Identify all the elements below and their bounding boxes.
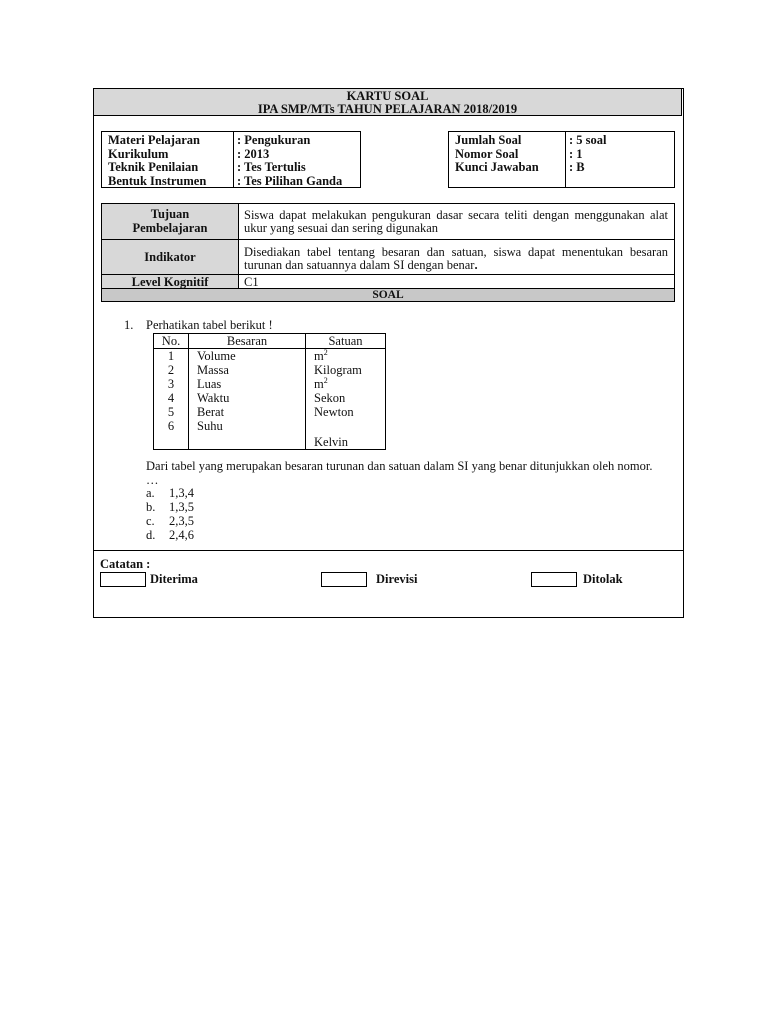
table-cell-satuan bbox=[306, 363, 386, 377]
question-ellipsis: … bbox=[146, 473, 159, 487]
table-row bbox=[154, 391, 386, 405]
table-row bbox=[154, 405, 386, 419]
table-cell-no: 1 bbox=[154, 349, 189, 364]
ditolak-label: Ditolak bbox=[583, 572, 623, 586]
table-cell-besaran: Massa bbox=[189, 363, 306, 377]
level-kognitif-label: Level Kognitif bbox=[102, 275, 238, 289]
grid-divider bbox=[238, 204, 239, 288]
besaran-satuan-table bbox=[153, 333, 386, 450]
indikator-label: Indikator bbox=[102, 240, 238, 274]
tujuan-value: Siswa dapat melakukan pengukuran dasar secara teliti dengan menggunakan alat ukur yang sesuai dan sering digunakan bbox=[244, 208, 668, 235]
table-cell-no: 3 bbox=[154, 377, 189, 391]
table-row bbox=[154, 349, 386, 364]
tujuan-label-line2: Pembelajaran bbox=[132, 221, 208, 235]
indikator-text: Disediakan tabel tentang besaran dan satuan, siswa dapat menentukan besaran turunan dan satuannya dalam SI dengan benar bbox=[244, 245, 668, 272]
table-cell-satuan bbox=[306, 377, 386, 391]
option-text: 1,3,4 bbox=[169, 486, 194, 500]
info-left-divider bbox=[233, 132, 234, 187]
option-letter: c. bbox=[146, 514, 155, 528]
satuan-text: Kilogram bbox=[314, 363, 362, 377]
table-row bbox=[154, 363, 386, 377]
jumlah-soal-label: Jumlah Soal bbox=[455, 133, 522, 147]
table-header-no: No. bbox=[154, 334, 189, 349]
table-cell-satuan bbox=[306, 391, 386, 405]
option-d bbox=[146, 528, 194, 542]
kurikulum-value: : 2013 bbox=[237, 147, 270, 161]
bentuk-label: Bentuk Instrumen bbox=[108, 174, 207, 188]
option-b bbox=[146, 500, 194, 514]
option-a bbox=[146, 486, 194, 500]
soal-heading: SOAL bbox=[102, 289, 674, 301]
table-cell-besaran bbox=[189, 433, 306, 450]
kunci-jawaban-value: : B bbox=[569, 160, 585, 174]
table-cell-besaran: Waktu bbox=[189, 391, 306, 405]
info-right-divider bbox=[565, 132, 566, 187]
info-right-box bbox=[448, 131, 675, 188]
tujuan-label-line1: Tujuan bbox=[150, 207, 190, 221]
kunci-jawaban-label: Kunci Jawaban bbox=[455, 160, 539, 174]
question-stem: Dari tabel yang merupakan besaran turunan dan satuan dalam SI yang benar ditunjukkan oleh nomor. bbox=[146, 459, 653, 473]
option-text: 1,3,5 bbox=[169, 500, 194, 514]
card-subtitle: IPA SMP/MTs TAHUN PELAJARAN 2018/2019 bbox=[257, 102, 518, 116]
materi-label: Materi Pelajaran bbox=[108, 133, 200, 147]
table-cell-satuan bbox=[306, 419, 386, 433]
question-intro: Perhatikan tabel berikut ! bbox=[146, 318, 273, 332]
bentuk-value: : Tes Pilihan Ganda bbox=[237, 174, 343, 188]
table-row bbox=[154, 433, 386, 450]
kurikulum-label: Kurikulum bbox=[108, 147, 169, 161]
info-left-box bbox=[101, 131, 361, 188]
table-cell-besaran: Volume bbox=[189, 349, 306, 364]
materi-value: : Pengukuran bbox=[237, 133, 311, 147]
tujuan-label bbox=[102, 204, 238, 239]
satuan-text: Newton bbox=[314, 405, 354, 419]
option-text: 2,4,6 bbox=[169, 528, 194, 542]
table-row bbox=[154, 419, 386, 433]
satuan-superscript: 2 bbox=[323, 376, 328, 385]
teknik-value: : Tes Tertulis bbox=[237, 160, 306, 174]
satuan-text: m bbox=[314, 377, 324, 391]
learning-objectives-grid bbox=[101, 203, 675, 302]
diterima-checkbox[interactable] bbox=[100, 572, 146, 587]
table-cell-satuan bbox=[306, 349, 386, 364]
table-cell-satuan bbox=[306, 433, 386, 450]
table-cell-no: 5 bbox=[154, 405, 189, 419]
diterima-label: Diterima bbox=[150, 572, 198, 586]
table-row bbox=[154, 377, 386, 391]
option-c bbox=[146, 514, 194, 528]
option-letter: b. bbox=[146, 500, 156, 514]
option-letter: d. bbox=[146, 528, 156, 542]
jumlah-soal-value: : 5 soal bbox=[569, 133, 607, 147]
table-cell-no: 2 bbox=[154, 363, 189, 377]
table-cell-besaran: Luas bbox=[189, 377, 306, 391]
card-header bbox=[93, 88, 682, 116]
question-number: 1. bbox=[124, 318, 134, 332]
direvisi-checkbox[interactable] bbox=[321, 572, 367, 587]
table-header-satuan: Satuan bbox=[306, 334, 386, 349]
catatan-label: Catatan : bbox=[100, 557, 151, 571]
direvisi-label: Direvisi bbox=[376, 572, 418, 586]
table-cell-besaran: Suhu bbox=[189, 419, 306, 433]
indikator-period: . bbox=[474, 258, 478, 272]
satuan-text: Kelvin bbox=[314, 435, 349, 449]
ditolak-checkbox[interactable] bbox=[531, 572, 577, 587]
table-cell-no bbox=[154, 433, 189, 450]
nomor-soal-label: Nomor Soal bbox=[455, 147, 519, 161]
table-header-row bbox=[154, 334, 386, 349]
level-kognitif-value: C1 bbox=[244, 275, 259, 289]
table-cell-no: 4 bbox=[154, 391, 189, 405]
table-cell-no: 6 bbox=[154, 419, 189, 433]
option-letter: a. bbox=[146, 486, 155, 500]
indikator-value bbox=[239, 246, 674, 272]
table-cell-besaran: Berat bbox=[189, 405, 306, 419]
satuan-superscript: 2 bbox=[323, 348, 328, 357]
card-title: KARTU SOAL bbox=[346, 89, 429, 103]
table-header-besaran: Besaran bbox=[189, 334, 306, 349]
satuan-text: m bbox=[314, 349, 324, 363]
footer-divider bbox=[93, 550, 683, 551]
satuan-text: Sekon bbox=[314, 391, 346, 405]
table-cell-satuan bbox=[306, 405, 386, 419]
nomor-soal-value: : 1 bbox=[569, 147, 583, 161]
teknik-label: Teknik Penilaian bbox=[108, 160, 199, 174]
option-text: 2,3,5 bbox=[169, 514, 194, 528]
